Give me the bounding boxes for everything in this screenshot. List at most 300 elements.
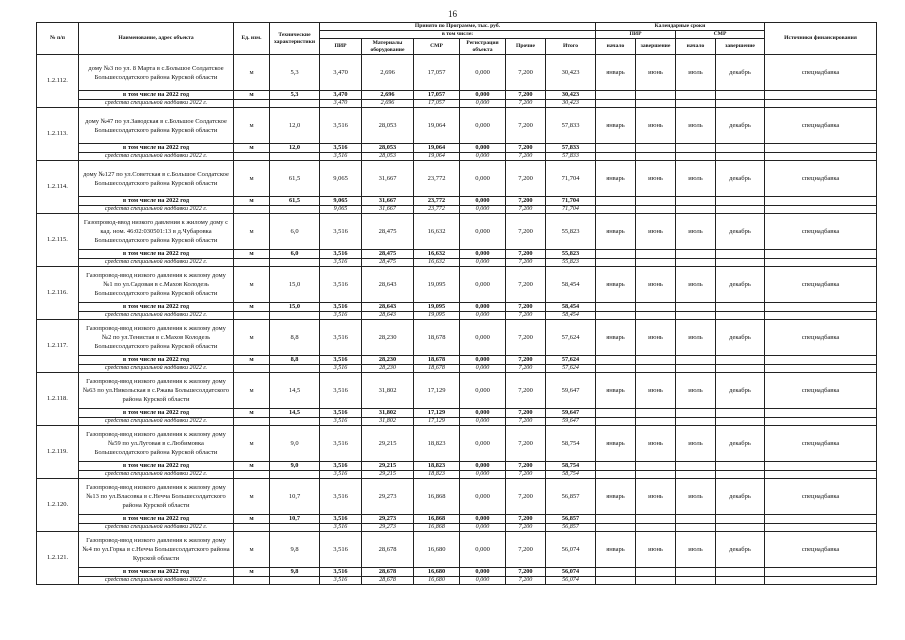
cell-total: 59,647 — [546, 373, 596, 409]
subtotal-other: 7,200 — [506, 91, 546, 100]
unit: м — [234, 479, 270, 515]
tech-characteristic: 8,8 — [270, 320, 320, 356]
empty-cell — [636, 206, 676, 214]
special-fund-other: 7,200 — [506, 206, 546, 214]
cell-source: спецнадбавка — [765, 532, 877, 568]
empty-cell — [676, 577, 716, 585]
special-fund-row — [37, 524, 877, 532]
cell-pir-end: июнь — [636, 108, 676, 144]
empty-cell — [596, 356, 636, 365]
special-fund-registration: 0,000 — [460, 471, 506, 479]
empty-cell — [270, 100, 320, 108]
subtotal-materials: 2,696 — [362, 91, 414, 100]
object-name: Газопровод-ввод низкого давления к жилому дому №59 по ул.Луговая в с.Любимовка Большесолдатского района Курской области — [79, 426, 234, 462]
special-fund-materials: 28,230 — [362, 365, 414, 373]
subtotal-total: 71,704 — [546, 197, 596, 206]
cell-smr-end: декабрь — [716, 320, 765, 356]
cell-total: 71,704 — [546, 161, 596, 197]
cell-smr-start: июль — [676, 108, 716, 144]
empty-cell — [765, 303, 877, 312]
subtotal-label: в том числе на 2022 год — [79, 356, 234, 365]
empty-cell — [765, 91, 877, 100]
empty-cell — [716, 153, 765, 161]
cell-total: 58,754 — [546, 426, 596, 462]
cell-smr-end: декабрь — [716, 55, 765, 91]
special-fund-row — [37, 365, 877, 373]
cell-pir-end: июнь — [636, 55, 676, 91]
empty-cell — [636, 153, 676, 161]
empty-cell — [716, 303, 765, 312]
empty-cell — [716, 259, 765, 267]
empty-cell — [636, 100, 676, 108]
subtotal-smr: 16,680 — [414, 568, 460, 577]
cell-total: 58,454 — [546, 267, 596, 303]
empty-cell — [676, 206, 716, 214]
special-fund-label: средства специальной надбавки 2022 г. — [79, 312, 234, 320]
subtotal-tech: 9,8 — [270, 568, 320, 577]
empty-cell — [596, 206, 636, 214]
subtotal-smr: 16,868 — [414, 515, 460, 524]
empty-cell — [636, 91, 676, 100]
cell-pir: 3,516 — [320, 214, 362, 250]
cell-pir: 3,516 — [320, 373, 362, 409]
empty-cell — [270, 524, 320, 532]
subtotal-row — [37, 515, 877, 524]
subtotal-tech: 5,3 — [270, 91, 320, 100]
special-fund-materials: 28,053 — [362, 153, 414, 161]
empty-cell — [270, 312, 320, 320]
subtotal-tech: 10,7 — [270, 515, 320, 524]
row-number: 1.2.119. — [37, 426, 79, 479]
empty-cell — [596, 462, 636, 471]
table-row — [37, 479, 877, 515]
special-fund-label: средства специальной надбавки 2022 г. — [79, 577, 234, 585]
empty-cell — [765, 153, 877, 161]
empty-cell — [716, 577, 765, 585]
subtotal-row — [37, 356, 877, 365]
empty-cell — [676, 100, 716, 108]
special-fund-other: 7,200 — [506, 312, 546, 320]
row-number: 1.2.114. — [37, 161, 79, 214]
table-row — [37, 373, 877, 409]
empty-cell — [676, 515, 716, 524]
subtotal-smr: 18,678 — [414, 356, 460, 365]
subtotal-unit: м — [234, 462, 270, 471]
unit: м — [234, 214, 270, 250]
table-row — [37, 161, 877, 197]
empty-cell — [765, 365, 877, 373]
special-fund-total: 58,454 — [546, 312, 596, 320]
cell-materials: 28,678 — [362, 532, 414, 568]
empty-cell — [234, 524, 270, 532]
cell-smr-start: июль — [676, 320, 716, 356]
cell-smr-end: декабрь — [716, 373, 765, 409]
cell-registration: 0,000 — [460, 55, 506, 91]
cell-smr: 18,678 — [414, 320, 460, 356]
cell-registration: 0,000 — [460, 108, 506, 144]
cell-materials: 31,802 — [362, 373, 414, 409]
cell-materials: 31,667 — [362, 161, 414, 197]
unit: м — [234, 426, 270, 462]
tech-characteristic: 9,8 — [270, 532, 320, 568]
cell-pir-start: январь — [596, 161, 636, 197]
cell-smr-end: декабрь — [716, 426, 765, 462]
empty-cell — [596, 524, 636, 532]
subtotal-other: 7,200 — [506, 462, 546, 471]
empty-cell — [234, 153, 270, 161]
cell-smr-start: июль — [676, 267, 716, 303]
empty-cell — [596, 153, 636, 161]
subtotal-tech: 14,5 — [270, 409, 320, 418]
cell-total: 30,423 — [546, 55, 596, 91]
cell-smr: 19,064 — [414, 108, 460, 144]
empty-cell — [636, 303, 676, 312]
subtotal-materials: 31,802 — [362, 409, 414, 418]
special-fund-label: средства специальной надбавки 2022 г. — [79, 153, 234, 161]
cell-other: 7,200 — [506, 426, 546, 462]
row-number: 1.2.120. — [37, 479, 79, 532]
empty-cell — [676, 144, 716, 153]
tech-characteristic: 15,0 — [270, 267, 320, 303]
empty-cell — [716, 250, 765, 259]
special-fund-other: 7,200 — [506, 259, 546, 267]
special-fund-other: 7,200 — [506, 577, 546, 585]
empty-cell — [765, 144, 877, 153]
cell-pir-start: январь — [596, 426, 636, 462]
cell-materials: 2,696 — [362, 55, 414, 91]
special-fund-pir: 3,516 — [320, 471, 362, 479]
special-fund-registration: 0,000 — [460, 577, 506, 585]
table-row — [37, 214, 877, 250]
special-fund-other: 7,200 — [506, 100, 546, 108]
table-row — [37, 320, 877, 356]
subtotal-label: в том числе на 2022 год — [79, 515, 234, 524]
special-fund-row — [37, 206, 877, 214]
empty-cell — [716, 144, 765, 153]
header-accepted: Принято по Программе, тыс. руб. — [320, 23, 596, 31]
empty-cell — [270, 206, 320, 214]
empty-cell — [765, 312, 877, 320]
cell-smr: 16,680 — [414, 532, 460, 568]
empty-cell — [765, 259, 877, 267]
subtotal-tech: 6,0 — [270, 250, 320, 259]
empty-cell — [716, 568, 765, 577]
subtotal-materials: 28,678 — [362, 568, 414, 577]
subtotal-registration: 0,000 — [460, 144, 506, 153]
cell-pir-end: июнь — [636, 426, 676, 462]
program-table — [36, 22, 877, 585]
subtotal-tech: 61,5 — [270, 197, 320, 206]
cell-other: 7,200 — [506, 479, 546, 515]
header-pir-start: начало — [596, 39, 636, 55]
subtotal-registration: 0,000 — [460, 197, 506, 206]
cell-pir: 3,516 — [320, 532, 362, 568]
unit: м — [234, 267, 270, 303]
special-fund-materials: 28,475 — [362, 259, 414, 267]
cell-other: 7,200 — [506, 532, 546, 568]
cell-smr-start: июль — [676, 426, 716, 462]
cell-pir-start: январь — [596, 108, 636, 144]
cell-other: 7,200 — [506, 267, 546, 303]
special-fund-row — [37, 312, 877, 320]
empty-cell — [716, 462, 765, 471]
subtotal-row — [37, 250, 877, 259]
header-name: Наименование, адрес объекта — [79, 23, 234, 55]
subtotal-other: 7,200 — [506, 515, 546, 524]
empty-cell — [636, 365, 676, 373]
subtotal-registration: 0,000 — [460, 515, 506, 524]
cell-pir-start: январь — [596, 532, 636, 568]
header-cal-smr: СМР — [676, 31, 765, 39]
subtotal-materials: 28,475 — [362, 250, 414, 259]
subtotal-total: 30,423 — [546, 91, 596, 100]
subtotal-registration: 0,000 — [460, 462, 506, 471]
cell-pir-end: июнь — [636, 532, 676, 568]
subtotal-label: в том числе на 2022 год — [79, 409, 234, 418]
empty-cell — [234, 206, 270, 214]
subtotal-pir: 3,516 — [320, 568, 362, 577]
special-fund-smr: 16,680 — [414, 577, 460, 585]
subtotal-smr: 23,772 — [414, 197, 460, 206]
special-fund-row — [37, 471, 877, 479]
subtotal-materials: 31,667 — [362, 197, 414, 206]
cell-source: спецнадбавка — [765, 161, 877, 197]
empty-cell — [765, 100, 877, 108]
cell-pir: 3,516 — [320, 479, 362, 515]
empty-cell — [765, 250, 877, 259]
tech-characteristic: 14,5 — [270, 373, 320, 409]
cell-pir-start: январь — [596, 55, 636, 91]
special-fund-materials: 2,696 — [362, 100, 414, 108]
tech-characteristic: 61,5 — [270, 161, 320, 197]
subtotal-pir: 3,516 — [320, 462, 362, 471]
special-fund-row — [37, 577, 877, 585]
subtotal-other: 7,200 — [506, 568, 546, 577]
subtotal-materials: 28,230 — [362, 356, 414, 365]
header-smr-start: начало — [676, 39, 716, 55]
subtotal-registration: 0,000 — [460, 91, 506, 100]
subtotal-row — [37, 91, 877, 100]
header-materials: Материалы оборудование — [362, 39, 414, 55]
cell-smr-start: июль — [676, 214, 716, 250]
empty-cell — [234, 312, 270, 320]
cell-source: спецнадбавка — [765, 55, 877, 91]
empty-cell — [676, 356, 716, 365]
cell-source: спецнадбавка — [765, 214, 877, 250]
empty-cell — [716, 524, 765, 532]
subtotal-label: в том числе на 2022 год — [79, 568, 234, 577]
cell-materials: 28,643 — [362, 267, 414, 303]
header-other: Прочие — [506, 39, 546, 55]
special-fund-materials: 28,678 — [362, 577, 414, 585]
subtotal-tech: 12,0 — [270, 144, 320, 153]
row-number: 1.2.118. — [37, 373, 79, 426]
empty-cell — [676, 303, 716, 312]
special-fund-row — [37, 153, 877, 161]
subtotal-smr: 19,064 — [414, 144, 460, 153]
subtotal-pir: 3,516 — [320, 409, 362, 418]
empty-cell — [596, 409, 636, 418]
row-number: 1.2.116. — [37, 267, 79, 320]
subtotal-tech: 9,0 — [270, 462, 320, 471]
subtotal-row — [37, 462, 877, 471]
special-fund-registration: 0,000 — [460, 259, 506, 267]
cell-source: спецнадбавка — [765, 426, 877, 462]
empty-cell — [636, 312, 676, 320]
cell-pir: 3,516 — [320, 108, 362, 144]
cell-registration: 0,000 — [460, 426, 506, 462]
special-fund-materials: 28,643 — [362, 312, 414, 320]
cell-other: 7,200 — [506, 108, 546, 144]
empty-cell — [765, 568, 877, 577]
table-row — [37, 426, 877, 462]
special-fund-pir: 3,516 — [320, 259, 362, 267]
cell-smr: 19,095 — [414, 267, 460, 303]
subtotal-registration: 0,000 — [460, 356, 506, 365]
empty-cell — [716, 409, 765, 418]
empty-cell — [765, 418, 877, 426]
subtotal-row — [37, 409, 877, 418]
empty-cell — [676, 471, 716, 479]
tech-characteristic: 9,0 — [270, 426, 320, 462]
subtotal-label: в том числе на 2022 год — [79, 91, 234, 100]
special-fund-label: средства специальной надбавки 2022 г. — [79, 100, 234, 108]
empty-cell — [765, 206, 877, 214]
special-fund-registration: 0,000 — [460, 100, 506, 108]
page-number: 16 — [448, 9, 457, 19]
header-pir-end: завершение — [636, 39, 676, 55]
empty-cell — [636, 144, 676, 153]
special-fund-row — [37, 100, 877, 108]
special-fund-other: 7,200 — [506, 471, 546, 479]
object-name: Газопровод-ввод низкого давления к жилому дому №1 по ул.Садовая в с.Махов Колодезь Большесолдатского района Курской области — [79, 267, 234, 303]
empty-cell — [636, 356, 676, 365]
tech-characteristic: 6,0 — [270, 214, 320, 250]
cell-materials: 28,475 — [362, 214, 414, 250]
empty-cell — [716, 91, 765, 100]
special-fund-total: 58,754 — [546, 471, 596, 479]
subtotal-label: в том числе на 2022 год — [79, 250, 234, 259]
special-fund-smr: 19,095 — [414, 312, 460, 320]
special-fund-smr: 16,632 — [414, 259, 460, 267]
special-fund-label: средства специальной надбавки 2022 г. — [79, 471, 234, 479]
empty-cell — [716, 197, 765, 206]
subtotal-pir: 3,516 — [320, 515, 362, 524]
cell-pir: 3,516 — [320, 426, 362, 462]
subtotal-total: 58,754 — [546, 462, 596, 471]
empty-cell — [676, 462, 716, 471]
special-fund-materials: 29,215 — [362, 471, 414, 479]
empty-cell — [234, 577, 270, 585]
special-fund-total: 57,624 — [546, 365, 596, 373]
cell-total: 56,857 — [546, 479, 596, 515]
empty-cell — [676, 197, 716, 206]
cell-source: спецнадбавка — [765, 320, 877, 356]
cell-pir-start: январь — [596, 320, 636, 356]
subtotal-pir: 3,470 — [320, 91, 362, 100]
empty-cell — [716, 356, 765, 365]
header-unit: Ед. изм. — [234, 23, 270, 55]
empty-cell — [716, 365, 765, 373]
special-fund-total: 56,074 — [546, 577, 596, 585]
tech-characteristic: 12,0 — [270, 108, 320, 144]
header-smr: СМР — [414, 39, 460, 55]
cell-materials: 28,053 — [362, 108, 414, 144]
subtotal-unit: м — [234, 197, 270, 206]
subtotal-label: в том числе на 2022 год — [79, 197, 234, 206]
cell-pir: 3,516 — [320, 320, 362, 356]
special-fund-materials: 31,667 — [362, 206, 414, 214]
special-fund-total: 57,833 — [546, 153, 596, 161]
cell-other: 7,200 — [506, 55, 546, 91]
object-name: Газопровод-ввод низкого давления к жилому дому №63 по ул.Никольская в с.Ржава Большесолдатского района Курской области — [79, 373, 234, 409]
cell-total: 56,074 — [546, 532, 596, 568]
special-fund-smr: 18,678 — [414, 365, 460, 373]
header-pir: ПИР — [320, 39, 362, 55]
row-number: 1.2.113. — [37, 108, 79, 161]
special-fund-other: 7,200 — [506, 365, 546, 373]
cell-registration: 0,000 — [460, 479, 506, 515]
special-fund-registration: 0,000 — [460, 312, 506, 320]
cell-source: спецнадбавка — [765, 373, 877, 409]
header-tech: Технические характеристики — [270, 23, 320, 55]
cell-pir-end: июнь — [636, 161, 676, 197]
empty-cell — [636, 462, 676, 471]
cell-pir: 3,516 — [320, 267, 362, 303]
object-name: Газопровод-ввод низкого давления к жилому дому №13 по ул.Власовка в с.Нечча Большесолдатского района Курской области — [79, 479, 234, 515]
table-row — [37, 55, 877, 91]
empty-cell — [596, 259, 636, 267]
subtotal-smr: 17,129 — [414, 409, 460, 418]
special-fund-pir: 3,516 — [320, 153, 362, 161]
subtotal-total: 56,857 — [546, 515, 596, 524]
empty-cell — [716, 100, 765, 108]
subtotal-total: 55,823 — [546, 250, 596, 259]
subtotal-pir: 3,516 — [320, 144, 362, 153]
special-fund-row — [37, 418, 877, 426]
cell-smr-start: июль — [676, 373, 716, 409]
subtotal-pir: 3,516 — [320, 250, 362, 259]
table-row — [37, 532, 877, 568]
special-fund-label: средства специальной надбавки 2022 г. — [79, 259, 234, 267]
subtotal-row — [37, 568, 877, 577]
subtotal-other: 7,200 — [506, 356, 546, 365]
row-number: 1.2.121. — [37, 532, 79, 585]
empty-cell — [676, 409, 716, 418]
subtotal-unit: м — [234, 568, 270, 577]
empty-cell — [270, 365, 320, 373]
subtotal-total: 57,624 — [546, 356, 596, 365]
special-fund-pir: 3,516 — [320, 524, 362, 532]
cell-other: 7,200 — [506, 373, 546, 409]
cell-smr-start: июль — [676, 55, 716, 91]
cell-smr-end: декабрь — [716, 161, 765, 197]
empty-cell — [270, 418, 320, 426]
subtotal-tech: 15,0 — [270, 303, 320, 312]
empty-cell — [596, 91, 636, 100]
empty-cell — [765, 471, 877, 479]
special-fund-registration: 0,000 — [460, 206, 506, 214]
empty-cell — [636, 471, 676, 479]
object-name: дому №127 по ул.Советская в с.Большое Солдатское Большесолдатского района Курской области — [79, 161, 234, 197]
cell-smr-start: июль — [676, 532, 716, 568]
empty-cell — [765, 409, 877, 418]
special-fund-total: 71,704 — [546, 206, 596, 214]
special-fund-pir: 3,516 — [320, 418, 362, 426]
cell-materials: 28,230 — [362, 320, 414, 356]
empty-cell — [636, 418, 676, 426]
cell-registration: 0,000 — [460, 532, 506, 568]
